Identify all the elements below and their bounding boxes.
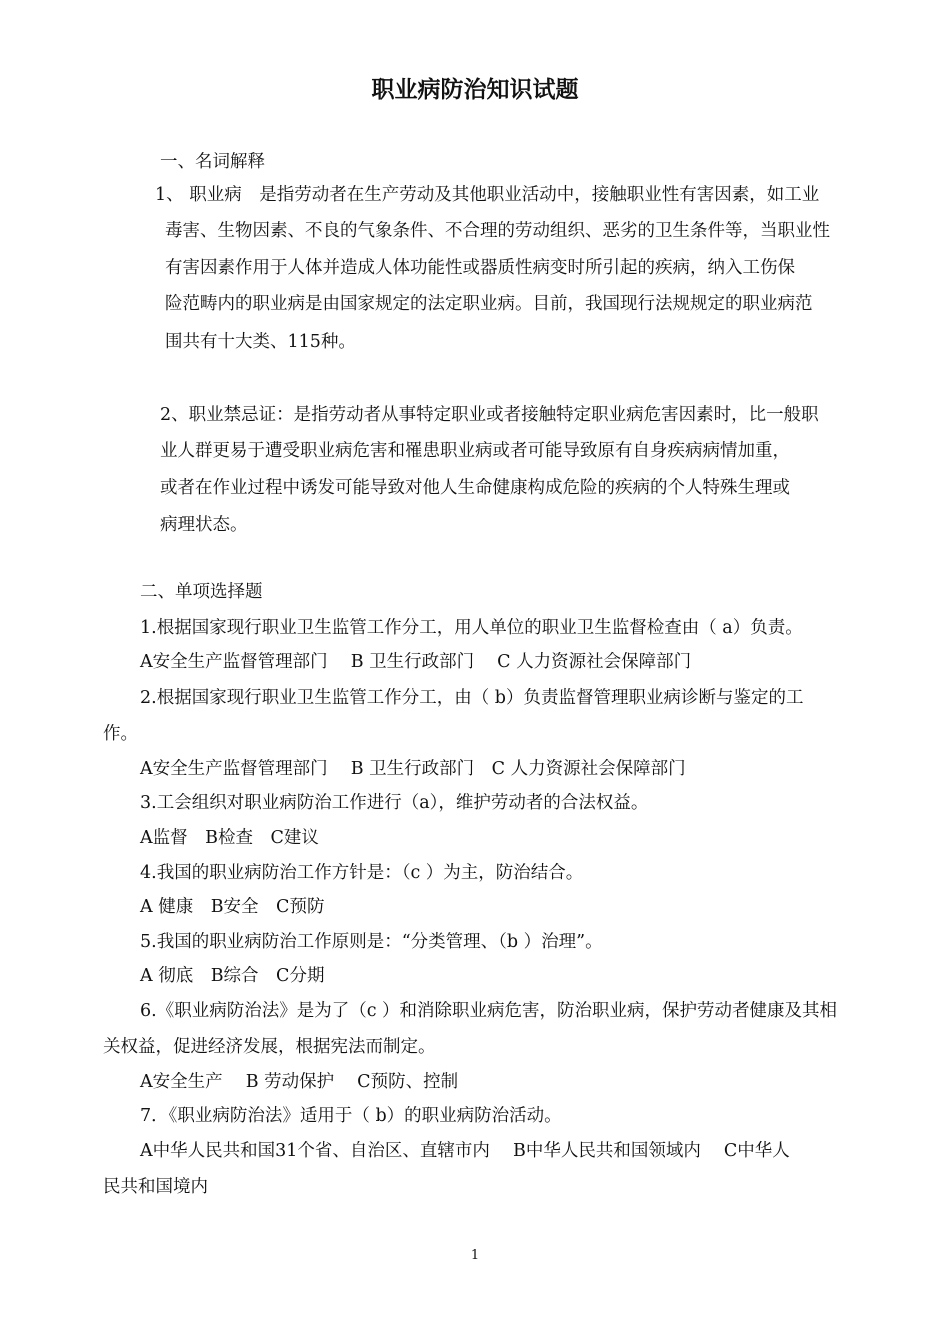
answer-options: 民共和国境内: [103, 1177, 208, 1197]
definition-2-line: 业人群更易于遭受职业病危害和罹患职业病或者可能导致原有自身疾病病情加重，: [160, 441, 790, 461]
answer-options: A 彻底 B综合 C分期: [140, 966, 325, 986]
section-heading-choice: 二、单项选择题: [140, 582, 263, 602]
answer-options: A中华人民共和国31个省、自治区、直辖市内 B中华人民共和国领域内 C中华人: [140, 1141, 790, 1161]
definition-2-line: 2、职业禁忌证：是指劳动者从事特定职业或者接触特定职业病危害因素时，比一般职: [160, 405, 819, 425]
definition-1-line: 毒害、生物因素、不良的气象条件、不合理的劳动组织、恶劣的卫生条件等，当职业性: [165, 221, 830, 241]
answer-options: A安全生产监督管理部门 B 卫生行政部门 C 人力资源社会保障部门: [140, 759, 686, 779]
definition-1-line: 有害因素作用于人体并造成人体功能性或器质性病变时所引起的疾病，纳入工伤保: [165, 258, 795, 278]
section-heading-definitions: 一、名词解释: [160, 152, 265, 172]
question-line: 3.工会组织对职业病防治工作进行（a），维护劳动者的合法权益。: [140, 793, 649, 813]
definition-1-line: 险范畴内的职业病是由国家规定的法定职业病。目前，我国现行法规规定的职业病范: [165, 294, 813, 314]
page-number: 1: [470, 1248, 480, 1263]
answer-options: A安全生产监督管理部门 B 卫生行政部门 C 人力资源社会保障部门: [140, 652, 692, 672]
question-line: 1.根据国家现行职业卫生监管工作分工，用人单位的职业卫生监督检查由（ a）负责。: [140, 618, 803, 638]
question-line: 关权益，促进经济发展，根据宪法而制定。: [103, 1037, 436, 1057]
question-line: 5.我国的职业病防治工作原则是：“分类管理、（b ）治理”。: [140, 932, 603, 952]
definition-2-line: 或者在作业过程中诱发可能导致对他人生命健康构成危险的疾病的个人特殊生理或: [160, 478, 790, 498]
question-line: 2.根据国家现行职业卫生监管工作分工，由（ b）负责监督管理职业病诊断与鉴定的工: [140, 688, 804, 708]
answer-options: A 健康 B安全 C预防: [140, 897, 325, 917]
definition-1-line: 1、 职业病 是指劳动者在生产劳动及其他职业活动中，接触职业性有害因素，如工业: [155, 185, 820, 205]
question-line: 作。: [103, 724, 138, 744]
question-line: 6.《职业病防治法》是为了（c ）和消除职业病危害，防治职业病，保护劳动者健康及其相: [140, 1001, 838, 1021]
definition-2-line: 病理状态。: [160, 515, 248, 535]
question-line: 4.我国的职业病防治工作方针是：（c ）为主，防治结合。: [140, 863, 584, 883]
answer-options: A安全生产 B 劳动保护 C预防、控制: [140, 1072, 459, 1092]
page-title: 职业病防治知识试题: [371, 77, 579, 103]
answer-options: A监督 B检查 C建议: [140, 828, 319, 848]
definition-1-line: 围共有十大类、115种。: [165, 332, 356, 352]
question-line: 7．《职业病防治法》适用于（ b）的职业病防治活动。: [140, 1106, 562, 1126]
